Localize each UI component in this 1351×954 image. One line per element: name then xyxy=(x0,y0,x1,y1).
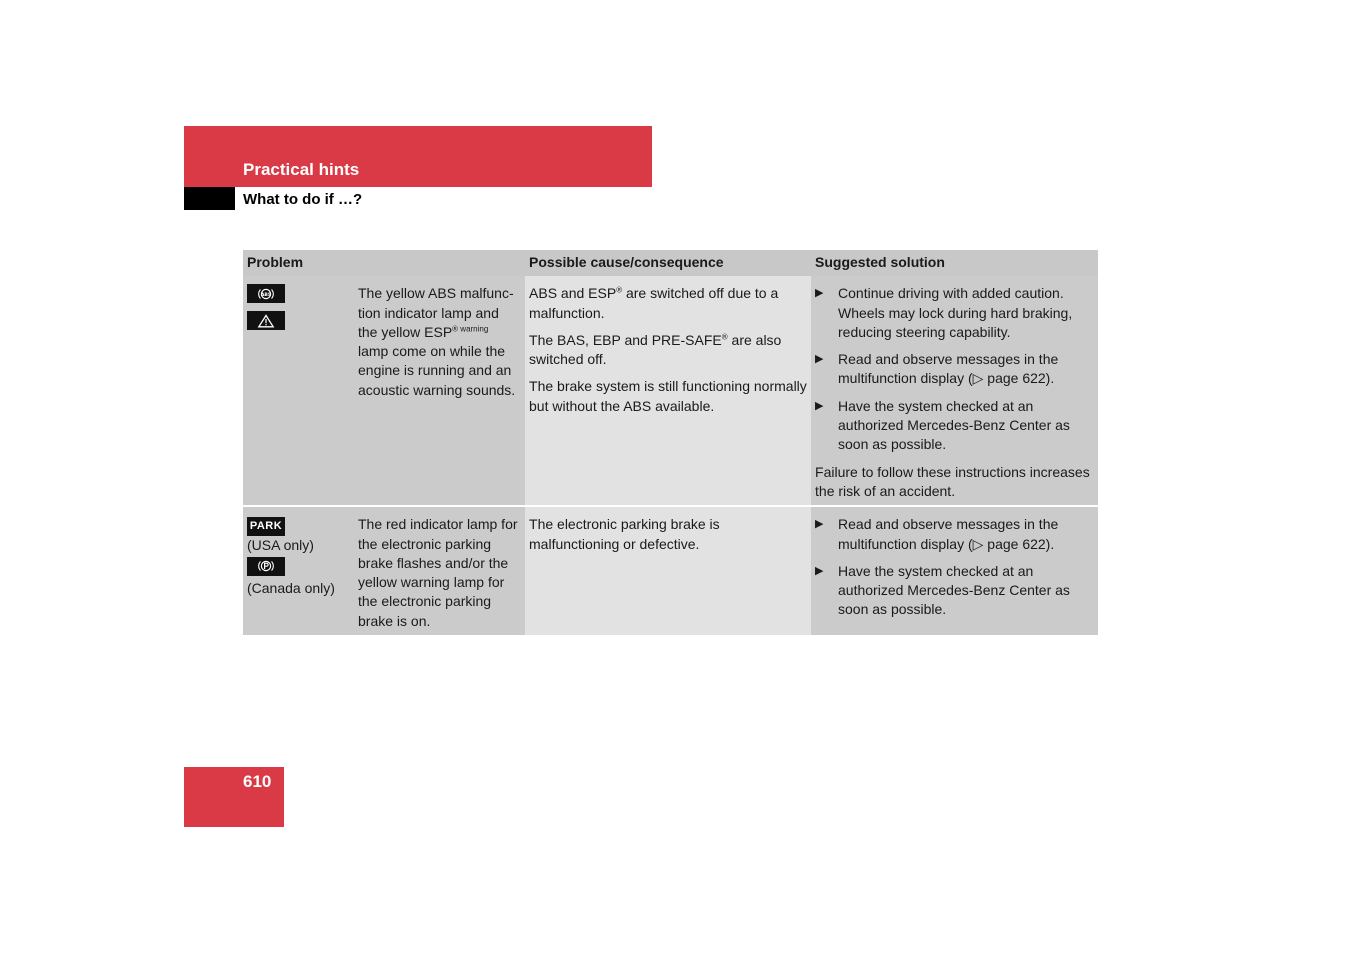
bullet-arrow-icon: ▶ xyxy=(815,518,824,531)
problem-description: The red indicator lamp for the electronic parking brake flashes and/or the yellow warning lamp for the electronic parking brake is on. xyxy=(354,506,525,635)
page-number: 610 xyxy=(243,772,272,791)
cause-paragraph: ABS and ESP® are switched off due to a malfunction. xyxy=(529,285,779,321)
table-row xyxy=(243,506,1098,635)
abs-warning-lamp-icon xyxy=(247,284,285,303)
problem-text-line: acoustic warning sounds. xyxy=(358,381,516,398)
solution-step: ▶ Have the system checked at an authorized Mercedes-Benz Center as soon as possible. xyxy=(815,397,1070,453)
table-header-row xyxy=(243,250,1098,276)
problem-text-line: The yellow ABS malfunc- xyxy=(358,285,514,302)
parking-brake-circle-icon xyxy=(247,557,285,576)
bullet-arrow-icon: ▶ xyxy=(815,287,824,300)
bullet-arrow-icon: ▶ xyxy=(815,353,824,366)
problem-icons-cell xyxy=(243,276,354,506)
cause-cell: The electronic parking brake is malfunctioning or defective. xyxy=(525,506,811,635)
solution-step: ▶ Continue driving with added caution. Wheels may lock during hard braking, reducing steering capability. xyxy=(815,285,1073,340)
problem-text-line: the yellow ESP xyxy=(358,323,453,340)
safety-note: Failure to follow these instructions increases the risk of an accident. xyxy=(815,463,1090,499)
problem-text-line: ® warning xyxy=(452,324,489,334)
svg-text:ABS: ABS xyxy=(260,292,272,298)
column-header-solution: Suggested solution xyxy=(811,250,1098,276)
problem-solution-table xyxy=(243,250,1098,635)
problem-description xyxy=(354,276,525,506)
canada-only-note: (Canada only) xyxy=(247,579,335,596)
column-header-cause: Possible cause/consequence xyxy=(525,250,811,276)
warning-triangle-icon xyxy=(247,311,285,330)
subsection-title: What to do if …? xyxy=(243,191,363,208)
problem-text-line: lamp come on while the xyxy=(358,343,506,360)
cause-paragraph: The brake system is still functioning normally but without the ABS available. xyxy=(529,378,807,414)
solution-cell xyxy=(811,276,1098,506)
problem-text-line: tion indicator lamp and xyxy=(358,304,499,321)
bullet-arrow-icon: ▶ xyxy=(815,564,824,577)
section-marker xyxy=(184,187,235,210)
problem-icons-cell xyxy=(243,506,354,635)
solution-step: ▶ Read and observe messages in the multifunction display (▷ page 622). xyxy=(815,516,1059,552)
section-title: Practical hints xyxy=(243,160,360,179)
column-header-problem: Problem xyxy=(243,250,525,276)
table-row xyxy=(243,276,1098,506)
cause-paragraph: The BAS, EBP and PRE-SAFE® are also switched off. xyxy=(529,331,782,368)
solution-cell xyxy=(811,506,1098,635)
park-brake-lamp-icon: PARK xyxy=(247,517,285,536)
solution-step: ▶ Read and observe messages in the multifunction display (▷ page 622). xyxy=(815,351,1059,387)
usa-only-note: (USA only) xyxy=(247,537,314,554)
solution-step: ▶ Have the system checked at an authorized Mercedes-Benz Center as soon as possible. xyxy=(815,562,1070,618)
bullet-arrow-icon: ▶ xyxy=(815,399,824,412)
problem-text-line: engine is running and an xyxy=(358,362,512,379)
cause-cell xyxy=(525,276,811,506)
